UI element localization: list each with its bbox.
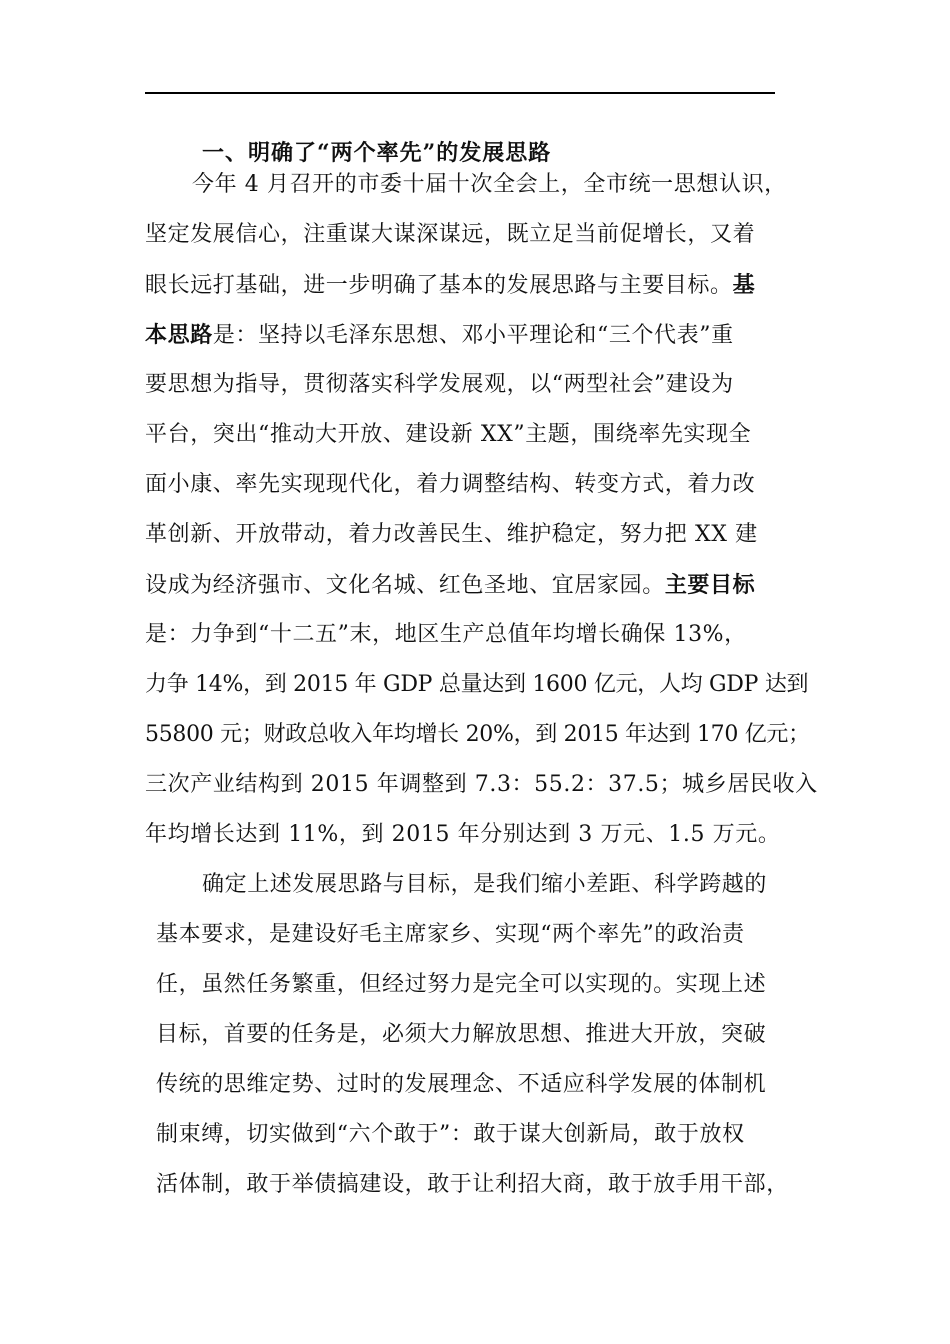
main-goals-label: 主要目标 [664, 572, 756, 598]
paragraph1-line-14: 年均增长达到 11%，到 2015 年分别达到 3 万元、1.5 万元。 [145, 822, 781, 847]
paragraph1-line-9-text: 设成为经济强市、文化名城、红色圣地、宜居家园。 [145, 573, 665, 598]
basic-idea-label-part2: 本思路 [145, 322, 213, 348]
header-rule [145, 92, 775, 94]
paragraph1-line-6: 平台，突出“推动大开放、建设新 XX”主题，围绕率先实现全 [145, 422, 752, 447]
basic-idea-label-part1: 基 [732, 272, 756, 298]
paragraph1-line-9 [145, 568, 755, 603]
paragraph1-line-3 [145, 268, 755, 303]
paragraph1-line-12: 55800 元；财政总收入年均增长 20%，到 2015 年达到 170 亿元； [145, 722, 810, 747]
paragraph1-line-13: 三次产业结构到 2015 年调整到 7.3：55.2：37.5；城乡居民收入 [145, 772, 818, 797]
paragraph1-line-5: 要思想为指导，贯彻落实科学发展观，以“两型社会”建设为 [145, 372, 734, 397]
paragraph2-line-5: 传统的思维定势、过时的发展理念、不适应科学发展的体制机 [156, 1072, 767, 1097]
paragraph1-line-2: 坚定发展信心，注重谋大谋深谋远，既立足当前促增长，又着 [145, 222, 756, 247]
paragraph2-line-3: 任，虽然任务繁重，但经过努力是完全可以实现的。实现上述 [156, 972, 767, 997]
paragraph2-line-4: 目标，首要的任务是，必须大力解放思想、推进大开放，突破 [156, 1022, 767, 1047]
section-heading: 一、明确了“两个率先”的发展思路 [202, 140, 552, 166]
paragraph1-line-10: 是：力争到“十二五”末，地区生产总值年均增长确保 13%， [145, 622, 747, 647]
paragraph2-line-7: 活体制，敢于举债搞建设，敢于让利招大商，敢于放手用干部， [156, 1172, 789, 1197]
paragraph2-line-6: 制束缚，切实做到“六个敢于”：敢于谋大创新局，敢于放权 [156, 1122, 745, 1147]
paragraph1-line-8: 革创新、开放带动，着力改善民生、维护稳定，努力把 XX 建 [145, 522, 758, 547]
paragraph1-line-4-text: 是：坚持以毛泽东思想、邓小平理论和“三个代表”重 [212, 323, 734, 348]
paragraph2-line-1: 确定上述发展思路与目标，是我们缩小差距、科学跨越的 [202, 872, 768, 897]
paragraph1-line-1: 今年 4 月召开的市委十届十次全会上，全市统一思想认识， [192, 172, 787, 197]
paragraph1-line-11: 力争 14%，到 2015 年 GDP 总量达到 1600 亿元，人均 GDP 达到 [145, 672, 809, 697]
paragraph1-line-4 [145, 318, 734, 353]
paragraph1-line-3-text: 眼长远打基础，进一步明确了基本的发展思路与主要目标。 [145, 273, 733, 298]
paragraph2-line-2: 基本要求，是建设好毛主席家乡、实现“两个率先”的政治责 [156, 922, 745, 947]
paragraph1-line-7: 面小康、率先实现现代化，着力调整结构、转变方式，着力改 [145, 472, 756, 497]
